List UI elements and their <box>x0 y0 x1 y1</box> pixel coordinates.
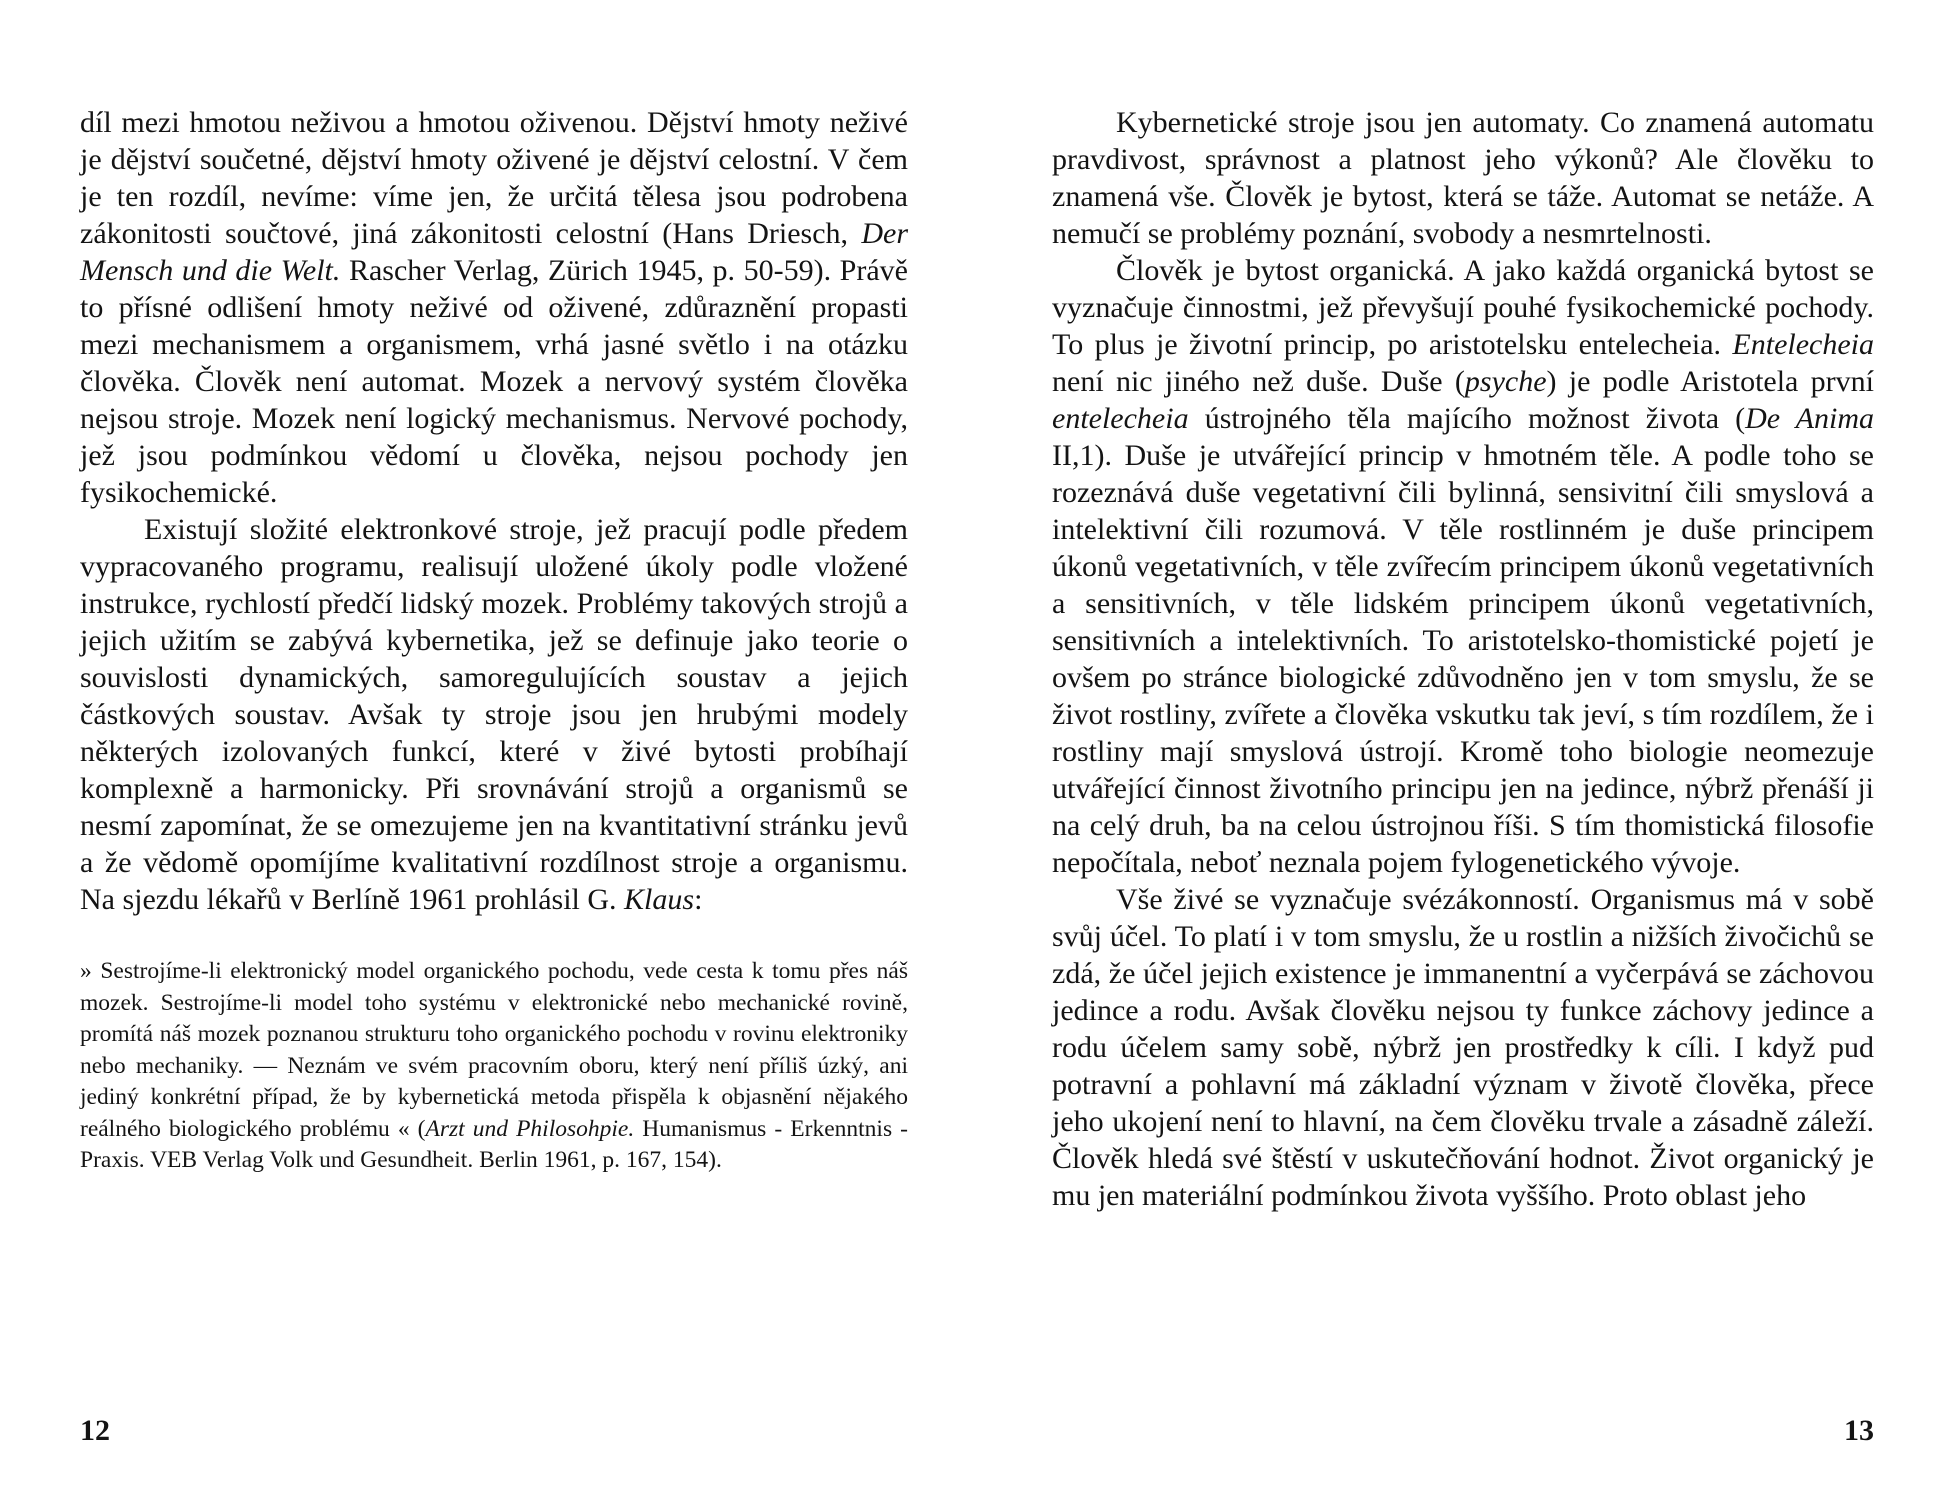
text-run-italic: Der Mensch und die Welt. <box>80 217 908 287</box>
right-page-text <box>1052 104 1874 1214</box>
left-page <box>80 0 908 1500</box>
text-run-italic: psyche <box>1464 365 1547 398</box>
left-paragraph-1 <box>80 104 908 511</box>
text-run: ) je podle Aristotela první <box>1546 365 1874 398</box>
right-page <box>1052 0 1874 1500</box>
text-run: není nic jiného než duše. Duše ( <box>1052 365 1465 398</box>
text-run-italic: De Anima <box>1745 402 1874 435</box>
text-run-italic: Klaus <box>624 883 695 916</box>
text-run: : <box>694 883 703 916</box>
text-run: ústrojného těla majícího možnost života ( <box>1188 402 1746 435</box>
right-paragraph-3 <box>1052 881 1874 1214</box>
right-paragraph-1 <box>1052 104 1874 252</box>
text-run-italic: Entelecheia <box>1732 328 1874 361</box>
text-run: Rascher Verlag, Zürich 1945, p. 50-59). Právě to přísné odlišení hmoty neživé od oživené, zdůraznění propasti mezi mechanismem a organismem, vrhá jasné světlo i na otázku člověka. Člověk není automat. Mozek a nervový systém člověka nejsou stroje. Mozek není logický mechanismus. Nervové pochody, jež jsou podmínkou vědomí u člověka, nejsou pochody jen fysikochemické. <box>80 254 908 509</box>
right-paragraph-2 <box>1052 252 1874 881</box>
text-run: Vše živé se vyznačuje svézákonností. Organismus má v sobě svůj účel. To platí i v tom smyslu, že u rostlin a nižších živočichů se zdá, že účel jejich existence je immanentní a vyčerpává se záchovou jedince a rodu. Avšak člověku nejsou ty funkce záchovy jedince a rodu účelem samy sobě, nýbrž jen prostředky k cíli. I když pud potravní a pohlavní má základní význam v životě člověka, přece jeho ukojení není to hlavní, na čem člověku trvale a zásadně záleží. Člověk hledá své štěstí v uskutečňování hodnot. Život organický je mu jen materiální podmínkou života vyššího. Proto oblast jeho <box>1052 883 1874 1212</box>
footnote-quote <box>80 956 908 1177</box>
page-number-left: 12 <box>80 1414 110 1447</box>
text-run: » Sestrojíme-li elektronický model organického pochodu, vede cesta k tomu přes náš mozek. Sestrojíme-li model toho systému v elektronické nebo mechanické rovině, promítá náš mozek poznanou strukturu toho organického pochodu v rovinu elektroniky nebo mechaniky. — Neznám ve svém pracovním oboru, který není příliš úzký, ani jediný konkrétní případ, že by kybernetická metoda přispěla k objasnění nějakého reálného biologického problému « ( <box>80 958 908 1142</box>
page-number-right: 13 <box>1844 1414 1874 1447</box>
text-run: Kybernetické stroje jsou jen automaty. Co znamená automatu pravdivost, správnost a platnost jeho výkonů? Ale člověku to znamená vše. Člověk je bytost, která se táže. Automat se netáže. A nemučí se problémy poznání, svobody a nesmrtelnosti. <box>1052 106 1874 250</box>
text-run: díl mezi hmotou neživou a hmotou oživenou. Dějství hmoty neživé je dějství součetné, dějství hmoty oživené je dějství celostní. V čem je ten rozdíl, nevíme: víme jen, že určitá tělesa jsou podrobena zákonitosti součtové, jiná zákonitosti celostní (Hans Driesch, <box>80 106 908 250</box>
text-run-italic: entelecheia <box>1052 402 1189 435</box>
left-paragraph-2 <box>80 511 908 918</box>
text-run-italic: Arzt und Philosohpie. <box>425 1115 635 1142</box>
text-run: Existují složité elektronkové stroje, jež pracují podle předem vypracovaného programu, realisují uložené úkoly podle vložené instrukce, rychlostí předčí lidský mozek. Problémy takových strojů a jejich užitím se zabývá kybernetika, jež se definuje jako teorie o souvislosti dynamických, samoregulujících soustav a jejich částkových soustav. Avšak ty stroje jsou jen hrubými modely některých izolovaných funkcí, které v živé bytosti probíhají komplexně a harmonicky. Při srovnávání strojů a organismů se nesmí zapomínat, že se omezujeme jen na kvantitativní stránku jevů a že vědomě opomíjíme kvalitativní rozdílnost stroje a organismu. Na sjezdu lékařů v Berlíně 1961 prohlásil G. <box>80 513 908 916</box>
text-run: Člověk je bytost organická. A jako každá organická bytost se vyznačuje činnostmi, jež převyšují pouhé fysikochemické pochody. To plus je životní princip, po aristotelsku entelecheia. <box>1052 254 1874 361</box>
left-page-text <box>80 104 908 1177</box>
text-run: Humanismus - Erkenntnis - Praxis. VEB Verlag Volk und Gesundheit. Berlin 1961, p. 167, 154). <box>80 1115 909 1173</box>
text-run: II,1). Duše je utvářející princip v hmotném těle. A podle toho se rozeznává duše vegetativní čili bylinná, sensivitní čili smyslová a intelektivní čili rozumová. V těle rostlinném je duše principem úkonů vegetativních, v těle zvířecím principem úkonů vegetativních a sensitivních, v těle lidském principem úkonů vegetativních, sensitivních a intelektivních. To aristotelsko-thomistické pojetí je ovšem po stránce biologické zdůvodněno jen v tom smyslu, že se život rostliny, zvířete a člověka vskutku tak jeví, s tím rozdílem, že i rostliny mají smyslová ústrojí. Kromě toho biologie neomezuje utvářející činnost životního principu jen na jedince, nýbrž přenáší ji na celý druh, ba na celou ústrojnou říši. S tím thomistická filosofie nepočítala, neboť neznala pojem fylogenetického vývoje. <box>1052 439 1874 879</box>
